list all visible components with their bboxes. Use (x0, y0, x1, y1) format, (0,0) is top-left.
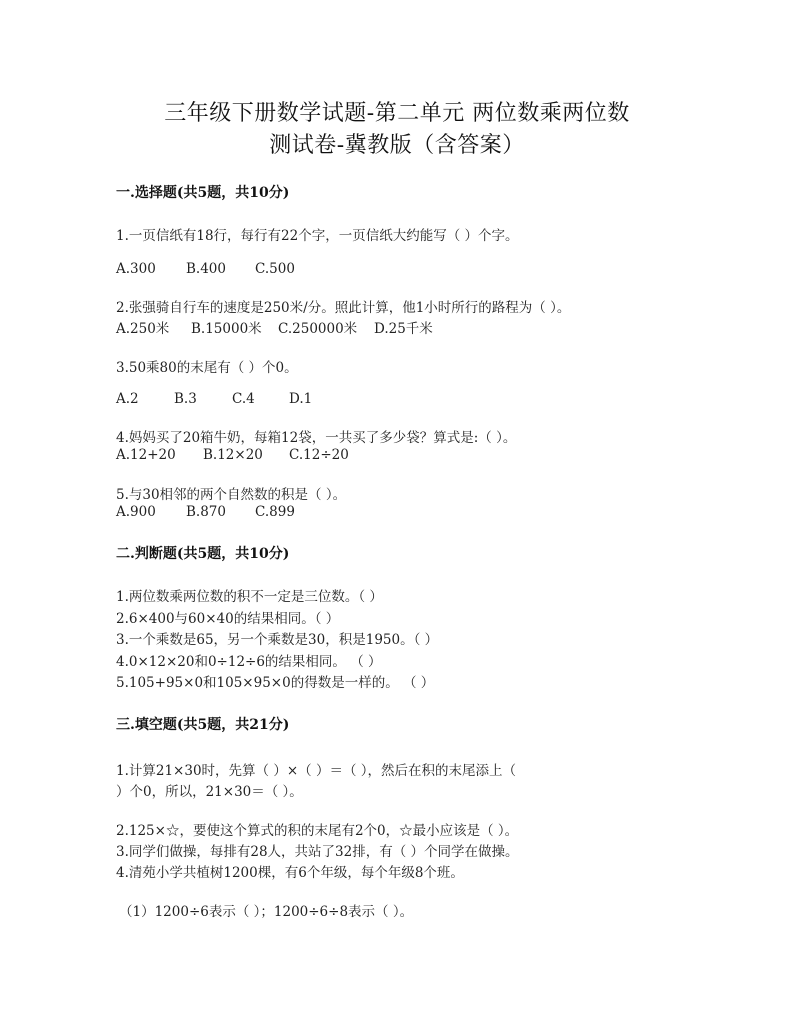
answer-option: A.250米 (116, 321, 170, 337)
question-text: 3.一个乘数是65，另一个乘数是30，积是1950。（ ） (116, 632, 439, 648)
answer-option: A.2 (116, 391, 139, 407)
answer-option: C.12÷20 (289, 447, 349, 463)
question-text: ）个0，所以，21×30＝（ ）。 (116, 784, 303, 800)
answer-option: D.25千米 (374, 321, 433, 337)
question-subpart: （1）1200÷6表示（ ）；1200÷6÷8表示（ ）。 (119, 904, 414, 920)
answer-option: A.900 (116, 504, 156, 520)
page-title-line1: 三年级下册数学试题-第二单元 两位数乘两位数 (164, 101, 630, 126)
answer-option: B.400 (186, 261, 226, 277)
question-text: 2.6×400与60×40的结果相同。（ ） (116, 611, 340, 627)
answer-option: D.1 (289, 391, 313, 407)
answer-option: B.15000米 (191, 321, 262, 337)
question-text: 4.妈妈买了20箱牛奶，每箱12袋，一共买了多少袋？算式是:（ ）。 (116, 430, 517, 446)
question-text: 1.一页信纸有18行，每行有22个字，一页信纸大约能写（ ）个字。 (116, 228, 519, 244)
question-text: 2.125×☆，要使这个算式的积的末尾有2个0，☆最小应该是（ ）。 (116, 823, 519, 839)
answer-option: B.3 (174, 391, 197, 407)
section-heading-choice: 一.选择题(共5题，共10分) (116, 185, 290, 201)
page-title-line2: 测试卷-冀教版（含答案） (269, 133, 525, 158)
section-heading-judgement: 二.判断题(共5题，共10分) (116, 546, 290, 562)
answer-option: B.12×20 (203, 447, 263, 463)
question-text: 5.105+95×0和105×95×0的得数是一样的。 （ ） (116, 675, 435, 691)
answer-option: C.250000米 (278, 321, 358, 337)
answer-option: B.870 (186, 504, 226, 520)
section-heading-fill-in: 三.填空题(共5题，共21分) (116, 717, 290, 733)
answer-option: C.899 (255, 504, 295, 520)
question-text: 2.张强骑自行车的速度是250米/分。照此计算，他1小时所行的路程为（ ）。 (116, 300, 571, 316)
question-text: 5.与30相邻的两个自然数的积是（ ）。 (116, 487, 347, 503)
answer-option: C.4 (232, 391, 255, 407)
answer-option: A.12+20 (116, 447, 176, 463)
answer-option: A.300 (116, 261, 156, 277)
question-text: 1.计算21×30时，先算（ ）×（ ）＝（ ），然后在积的末尾添上（ (116, 763, 516, 779)
answer-option: C.500 (255, 261, 295, 277)
question-text: 4.0×12×20和0÷12÷6的结果相同。 （ ） (116, 654, 382, 670)
question-text: 4.清苑小学共植树1200棵，有6个年级，每个年级8个班。 (116, 865, 464, 881)
question-text: 3.同学们做操，每排有28人，共站了32排，有（ ）个同学在做操。 (116, 844, 519, 860)
question-text: 1.两位数乘两位数的积不一定是三位数。（ ） (116, 589, 383, 605)
question-text: 3.50乘80的末尾有（ ）个0。 (116, 360, 298, 376)
